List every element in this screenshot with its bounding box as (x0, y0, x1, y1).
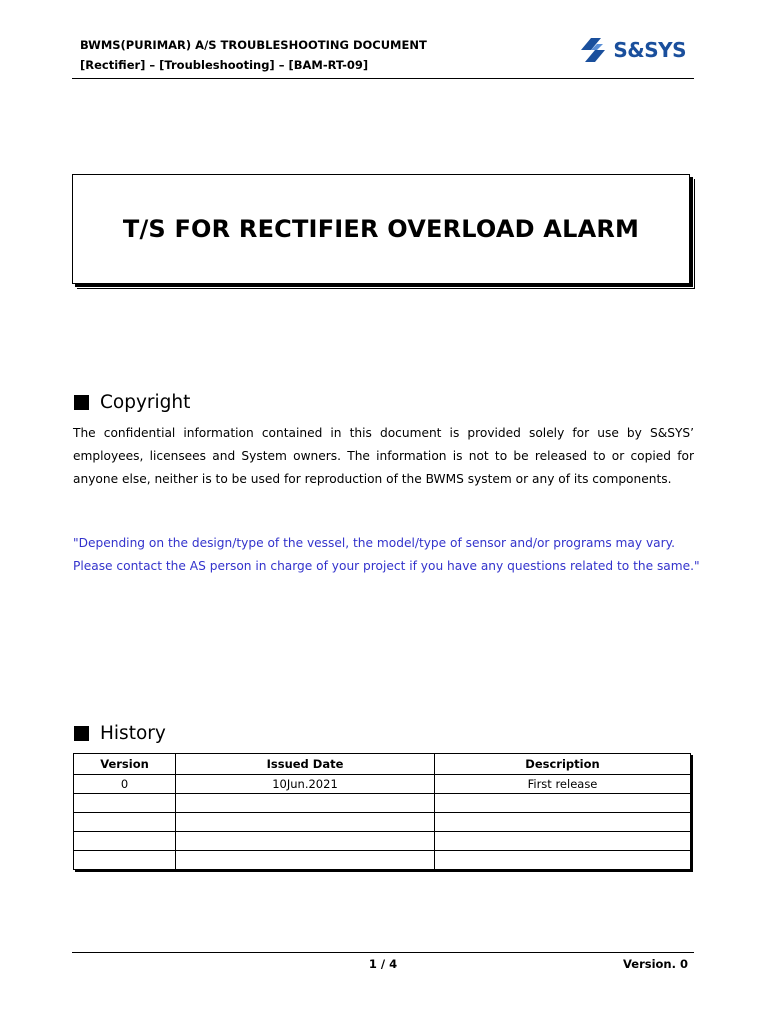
page-header (72, 34, 694, 79)
description-cell (435, 851, 691, 870)
description-cell (435, 794, 691, 813)
copyright-heading-label: Copyright (100, 392, 191, 413)
description-cell (435, 813, 691, 832)
page-title: T/S FOR RECTIFIER OVERLOAD ALARM (122, 215, 640, 243)
copyright-heading (74, 392, 190, 413)
version-cell (74, 794, 176, 813)
company-logo (577, 35, 686, 65)
history-heading-label: History (100, 723, 166, 744)
table-row (74, 832, 691, 851)
page-number: 1 / 4 (368, 957, 398, 971)
history-table (73, 753, 691, 870)
issued-date-cell (176, 832, 435, 851)
version-label: Version. 0 (623, 957, 688, 971)
notice-line-2: Please contact the AS person in charge of your project if you have any questions related to the same." (73, 559, 700, 573)
black-square-icon (74, 395, 89, 410)
column-header-version: Version (74, 754, 176, 775)
table-row (74, 851, 691, 870)
description-cell (435, 832, 691, 851)
document-path: [Rectifier] – [Troubleshooting] – [BAM-RT-09] (80, 58, 369, 72)
column-header-issued-date: Issued Date (176, 754, 435, 775)
logo-text: S&SYS (613, 38, 686, 62)
s-and-sys-logo-mark-icon (577, 36, 609, 64)
issued-date-cell (176, 794, 435, 813)
black-square-icon (74, 726, 89, 741)
table-row (74, 775, 691, 794)
version-cell: 0 (74, 775, 176, 794)
description-cell: First release (435, 775, 691, 794)
table-header-row (74, 754, 691, 775)
copyright-text: The confidential information contained in this document is provided solely for use by S&SYS’ employees, licensees and System owners. The information is not to be released to or copied for anyone else, neither is to be used for reproduction of the BWMS system or any of its components. (73, 426, 694, 486)
title-box (72, 174, 690, 284)
table-row (74, 794, 691, 813)
table-row (74, 813, 691, 832)
document-title: BWMS(PURIMAR) A/S TROUBLESHOOTING DOCUMENT (80, 38, 427, 52)
issued-date-cell (176, 813, 435, 832)
issued-date-cell: 10Jun.2021 (176, 775, 435, 794)
history-heading (74, 723, 166, 744)
issued-date-cell (176, 851, 435, 870)
page-footer (72, 952, 694, 977)
version-cell (74, 851, 176, 870)
version-cell (74, 813, 176, 832)
notice (73, 532, 703, 578)
notice-line-1: "Depending on the design/type of the vessel, the model/type of sensor and/or programs may vary. (73, 536, 676, 550)
version-cell (74, 832, 176, 851)
column-header-description: Description (435, 754, 691, 775)
